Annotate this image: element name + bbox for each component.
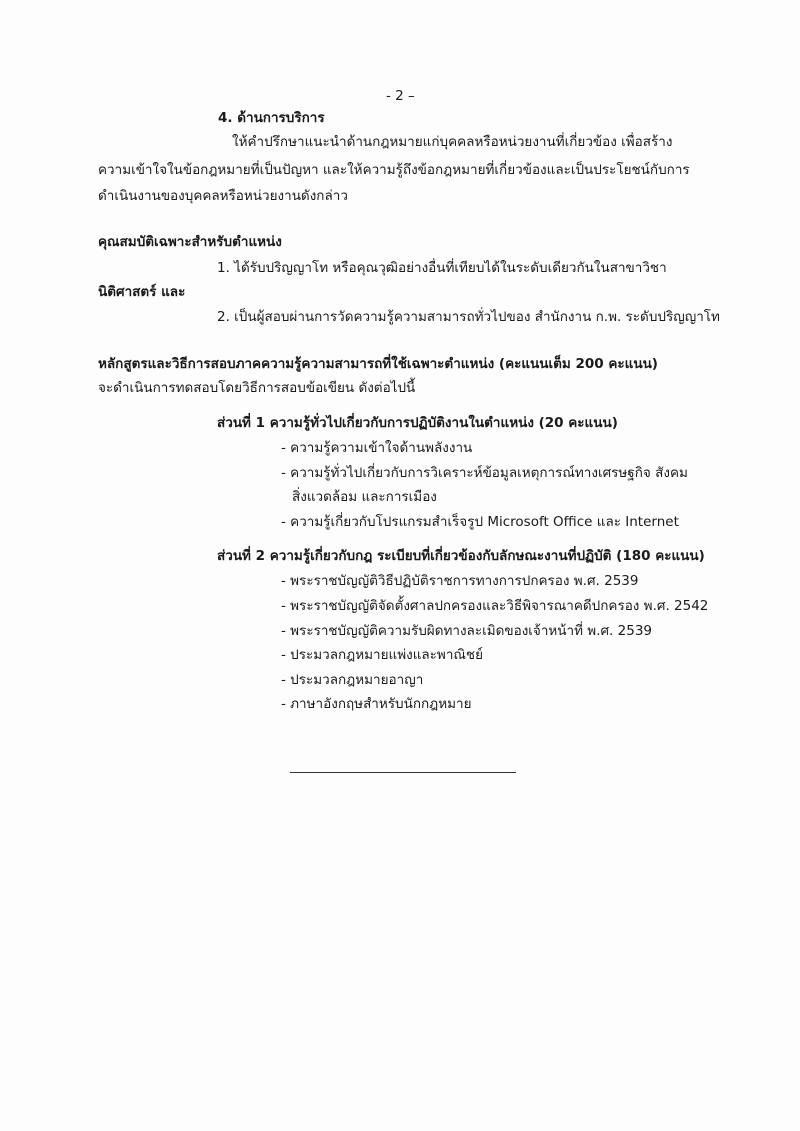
end-separator-line	[290, 772, 516, 773]
qualifications-heading: คุณสมบัติเฉพาะสำหรับตำแหน่ง	[98, 234, 282, 250]
service-paragraph-line-2: ความเข้าใจในข้อกฎหมายที่เป็นปัญหา และให้ความรู้ถึงข้อกฎหมายที่เกี่ยวข้องและเป็นประโยชน์กับการ	[98, 162, 690, 178]
qualification-item-2: 2. เป็นผู้สอบผ่านการวัดความรู้ความสามารถทั่วไปของ สำนักงาน ก.พ. ระดับปริญญาโท	[217, 309, 720, 325]
part-1-item: - ความรู้ทั่วไปเกี่ยวกับการวิเคราะห์ข้อมูลเหตุการณ์ทางเศรษฐกิจ สังคม	[281, 465, 688, 481]
qualification-item-1-line-2: นิติศาสตร์ และ	[98, 284, 186, 300]
page-number: - 2 –	[386, 88, 415, 104]
part-1-heading: ส่วนที่ 1 ความรู้ทั่วไปเกี่ยวกับการปฏิบัติงานในตำแหน่ง (20 คะแนน)	[217, 415, 618, 431]
part-1-item: - ความรู้เกี่ยวกับโปรแกรมสำเร็จรูป Microsoft Office และ Internet	[281, 514, 679, 530]
part-2-item: - พระราชบัญญัติจัดตั้งศาลปกครองและวิธีพิจารณาคดีปกครอง พ.ศ. 2542	[281, 598, 709, 614]
part-2-item: - ภาษาอังกฤษสำหรับนักกฎหมาย	[281, 696, 472, 712]
part-2-item: - ประมวลกฎหมายอาญา	[281, 672, 424, 688]
curriculum-intro: จะดำเนินการทดสอบโดยวิธีการสอบข้อเขียน ดังต่อไปนี้	[98, 380, 416, 396]
part-1-item-continuation: สิ่งแวดล้อม และการเมือง	[292, 489, 437, 505]
qualification-item-1-line-1: 1. ได้รับปริญญาโท หรือคุณวุฒิอย่างอื่นที่เทียบได้ในระดับเดียวกันในสาขาวิชา	[217, 260, 667, 276]
part-2-heading: ส่วนที่ 2 ความรู้เกี่ยวกับกฎ ระเบียบที่เกี่ยวข้องกับลักษณะงานที่ปฏิบัติ (180 คะแนน)	[217, 548, 705, 564]
curriculum-heading: หลักสูตรและวิธีการสอบภาคความรู้ความสามารถที่ใช้เฉพาะตำแหน่ง (คะแนนเต็ม 200 คะแนน)	[98, 356, 658, 372]
part-2-item: - พระราชบัญญัติวิธีปฏิบัติราชการทางการปกครอง พ.ศ. 2539	[281, 573, 639, 589]
service-paragraph-line-1: ให้คำปรึกษาแนะนำด้านกฎหมายแก่บุคคลหรือหน่วยงานที่เกี่ยวข้อง เพื่อสร้าง	[232, 134, 673, 150]
part-1-item: - ความรู้ความเข้าใจด้านพลังงาน	[281, 440, 473, 456]
service-heading: 4. ด้านการบริการ	[218, 110, 325, 126]
part-2-item: - ประมวลกฎหมายแพ่งและพาณิชย์	[281, 647, 484, 663]
service-paragraph-line-3: ดำเนินงานของบุคคลหรือหน่วยงานดังกล่าว	[98, 188, 348, 204]
part-2-item: - พระราชบัญญัติความรับผิดทางละเมิดของเจ้าหน้าที่ พ.ศ. 2539	[281, 623, 652, 639]
